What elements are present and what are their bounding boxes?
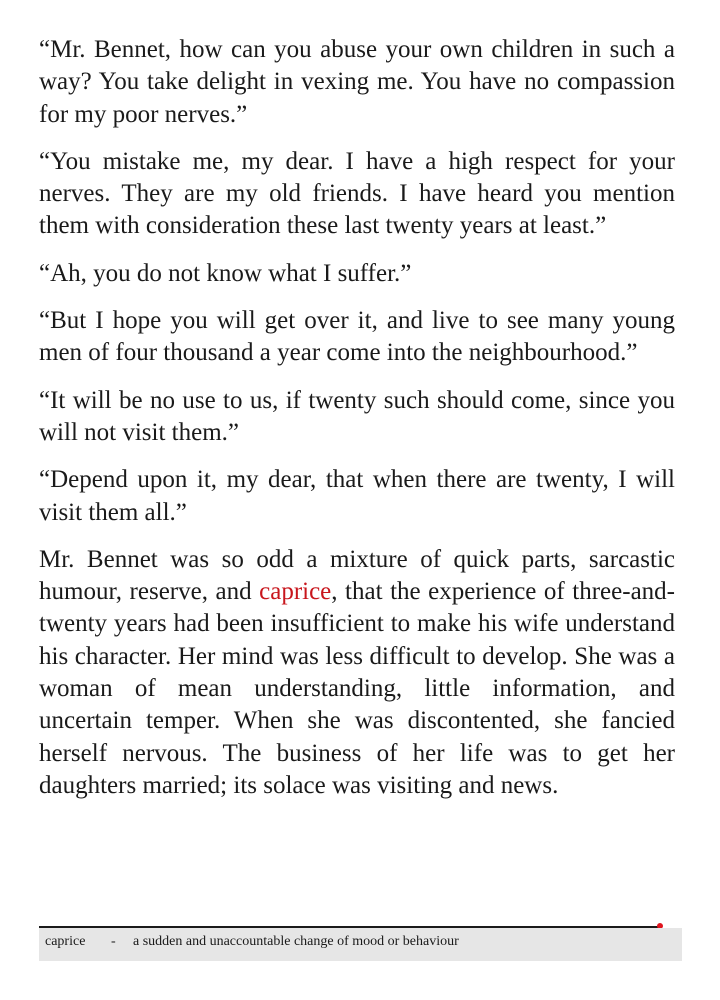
highlighted-word[interactable]: caprice (259, 578, 332, 606)
paragraph: “Depend upon it, my dear, that when there are twenty, I will visit them all.” (39, 466, 675, 526)
paragraph-text-after: , that the experience of three-and-twenty years had been insufficient to make his wife understand his character. Her mind was less difficult to develop. She was a woman of mean understanding, little information, and uncertain temper. When she was discontented, she fancied herself nervous. The business of her life was to get her daughters married; its solace was visiting and news. (39, 578, 675, 799)
paragraph: “Ah, you do not know what I suffer.” (39, 259, 412, 287)
paragraph: “But I hope you will get over it, and live to see many young men of four thousand a year come into the neighbourhood.” (39, 307, 675, 367)
footnote (39, 928, 682, 961)
footnote-definition: a sudden and unaccountable change of mood or behaviour (133, 934, 459, 949)
footnote-term: caprice (45, 934, 86, 949)
paragraph: “You mistake me, my dear. I have a high respect for your nerves. They are my old friends. I have heard you mention them with consideration these last twenty years at least.” (39, 147, 675, 240)
paragraph: “It will be no use to us, if twenty such should come, since you will not visit them.” (39, 386, 675, 446)
paragraph-text-before: Mr. Bennet was so odd a mixture of quick parts, sarcastic humour, reserve, and (39, 545, 675, 606)
paragraph: “Mr. Bennet, how can you abuse your own children in such a way? You take delight in vexing me. You have no compassion for my poor nerves.” (39, 36, 675, 128)
footnote-separator: - (111, 934, 116, 949)
text-body (39, 34, 675, 817)
paragraph (39, 544, 675, 802)
